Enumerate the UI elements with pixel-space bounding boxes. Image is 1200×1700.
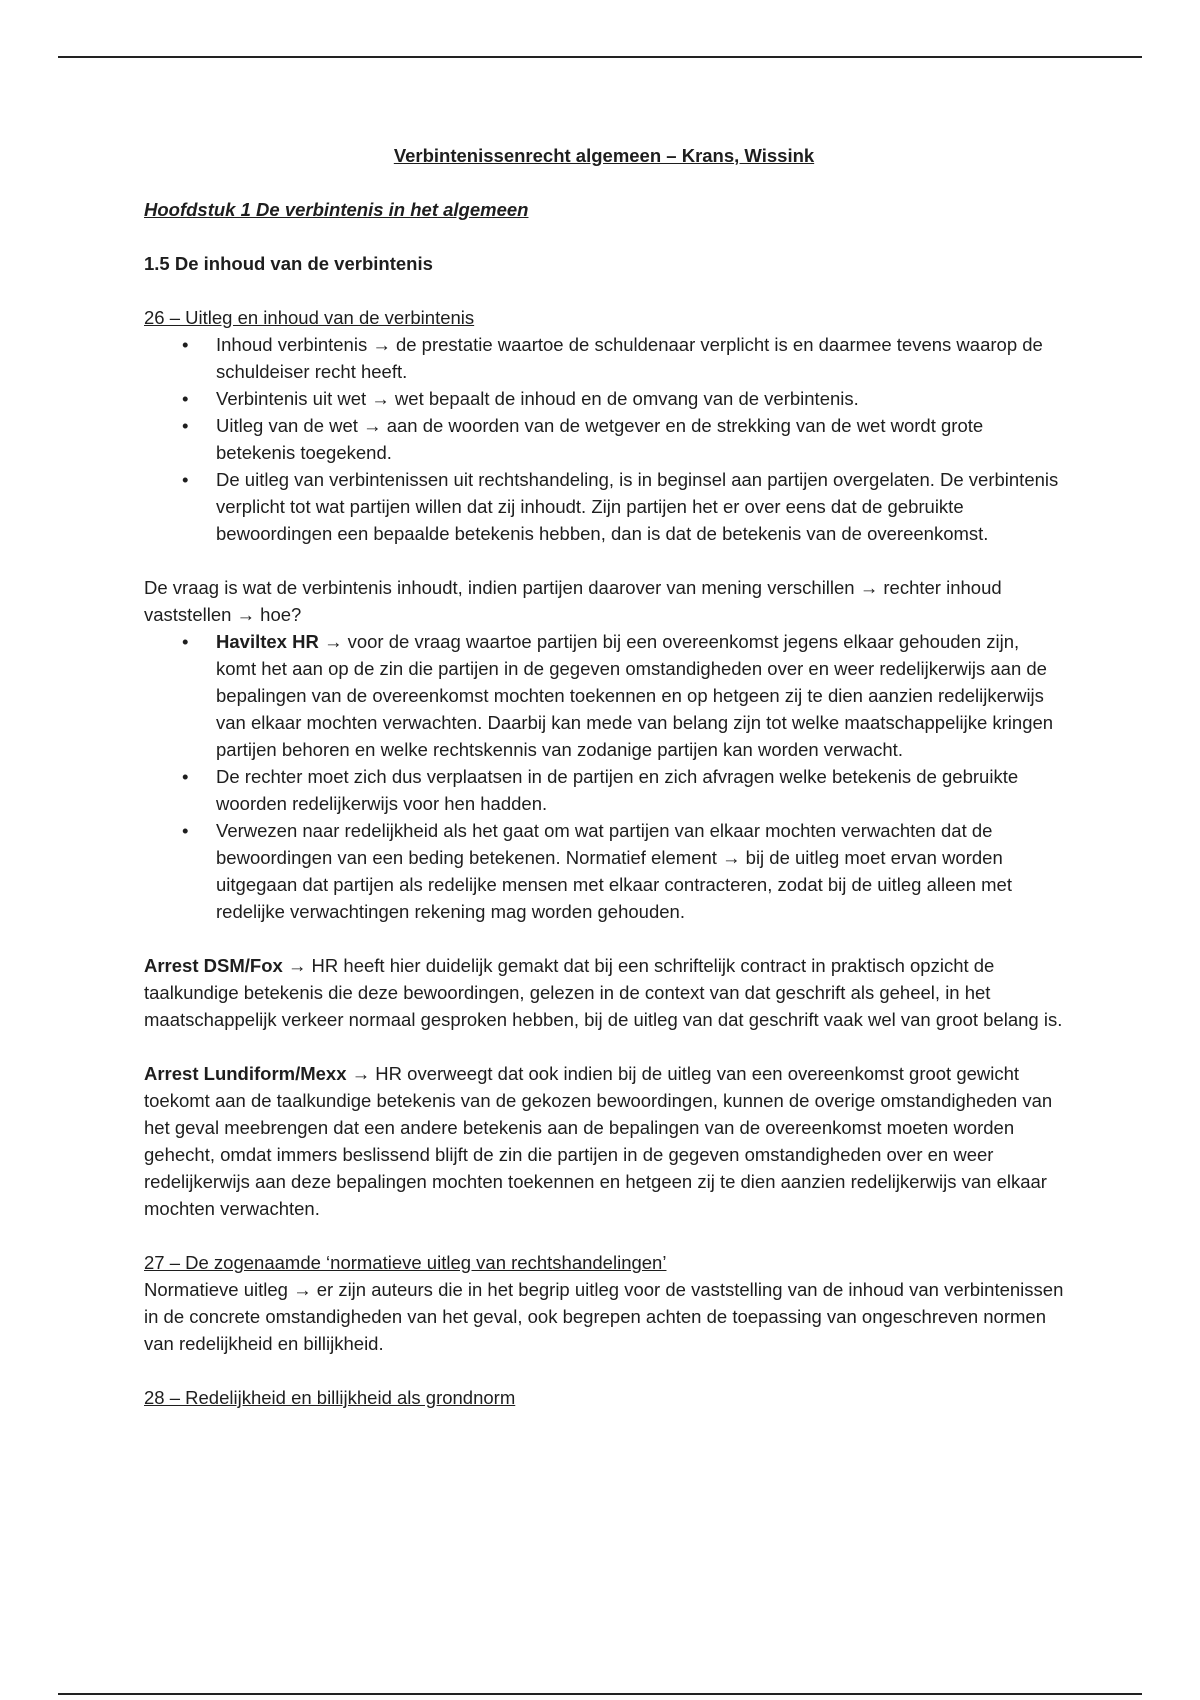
list-item: • Inhoud verbintenis → de prestatie waartoe de schuldenaar verplicht is en daarmee tevens waarop de schuldeiser recht heeft. xyxy=(144,331,1064,385)
bullet-icon: • xyxy=(182,820,189,841)
bullet-icon: • xyxy=(182,415,189,436)
chapter-heading: Hoofdstuk 1 De verbintenis in het algemeen xyxy=(144,199,529,220)
bottom-rule xyxy=(58,1693,1142,1695)
bullet-icon: • xyxy=(182,631,189,652)
list-item: • De rechter moet zich dus verplaatsen in de partijen en zich afvragen welke betekenis de gebruikte woorden redelijkerwijs voor hen hadden. xyxy=(144,763,1064,817)
bullet-icon: • xyxy=(182,766,189,787)
bullet-list-26 xyxy=(144,331,1064,547)
list-item: • Haviltex HR → voor de vraag waartoe partijen bij een overeenkomst jegens elkaar gehouden zijn, komt het aan op de zin die partijen in de gegeven omstandigheden over en weer redelijkerwijs aan de bepalingen van de overeenkomst mochten toekennen en op hetgeen zij te dien aanzien redelijkerwijs van elkaar mochten verwachten. Daarbij kan mede van belang zijn tot welke maatschappelijke kringen partijen behoren en welke rechtskennis van zodanige partijen kan worden verwacht. xyxy=(144,628,1064,763)
subsection-27-heading: 27 – De zogenaamde ‘normatieve uitleg van rechtshandelingen’ xyxy=(144,1252,667,1273)
arrest-dsm-paragraph: Arrest DSM/Fox → HR heeft hier duidelijk gemakt dat bij een schriftelijk contract in praktisch opzicht de taalkundige betekenis die deze bewoordingen, gelezen in de context van dat geschrift als geheel, in het maatschappelijk verkeer normaal gesproken hebben, bij de uitleg van dat geschrift vaak wel van groot belang is. xyxy=(144,955,1063,1030)
section-heading: 1.5 De inhoud van de verbintenis xyxy=(144,253,433,274)
document-page xyxy=(144,142,1064,1411)
arrest-lundiform-label: Arrest Lundiform/Mexx xyxy=(144,1063,347,1084)
bullet-icon: • xyxy=(182,388,189,409)
subsection-26-heading: 26 – Uitleg en inhoud van de verbintenis xyxy=(144,307,475,328)
haviltex-label: Haviltex HR xyxy=(216,631,319,652)
normatieve-uitleg-paragraph: Normatieve uitleg → er zijn auteurs die in het begrip uitleg voor de vaststelling van de inhoud van verbintenissen in de concrete omstandigheden van het geval, ook begrepen achten de toepassing van ongeschreven normen van redelijkheid en billijkheid. xyxy=(144,1279,1064,1354)
top-rule xyxy=(58,56,1142,58)
list-item: • Verbintenis uit wet → wet bepaalt de inhoud en de omvang van de verbintenis. xyxy=(144,385,1064,412)
bullet-icon: • xyxy=(182,469,189,490)
question-paragraph: De vraag is wat de verbintenis inhoudt, indien partijen daarover van mening verschillen → rechter inhoud vaststellen → hoe? xyxy=(144,577,1002,625)
document-title: Verbintenissenrecht algemeen – Krans, Wissink xyxy=(393,145,815,166)
list-item: • De uitleg van verbintenissen uit rechtshandeling, is in beginsel aan partijen overgelaten. De verbintenis verplicht tot wat partijen willen dat zij inhoudt. Zijn partijen het er over eens dat de gebruikte bewoordingen een bepaalde betekenis hebben, dan is dat de betekenis van de overeenkomst. xyxy=(144,466,1064,547)
list-item: • Verwezen naar redelijkheid als het gaat om wat partijen van elkaar mochten verwachten dat de bewoordingen van een beding betekenen. Normatief element → bij de uitleg moet ervan worden uitgegaan dat partijen als redelijke mensen met elkaar contracteren, zodat bij de uitleg alleen met redelijke verwachtingen rekening mag worden gehouden. xyxy=(144,817,1064,925)
bullet-list-haviltex xyxy=(144,628,1064,925)
arrest-lundiform-paragraph: Arrest Lundiform/Mexx → HR overweegt dat ook indien bij de uitleg van een overeenkomst groot gewicht toekomt aan de taalkundige betekenis van de gekozen bewoordingen, kunnen de overige omstandigheden van het geval meebrengen dat een andere betekenis aan de bepalingen van de overeenkomst moeten worden gehecht, omdat immers beslissend blijft de zin die partijen in de gegeven omstandigheden over en weer redelijkerwijs aan deze bepalingen mochten toekennen en hetgeen zij te dien aanzien redelijkerwijs van elkaar mochten verwachten. xyxy=(144,1063,1053,1219)
arrest-dsm-label: Arrest DSM/Fox xyxy=(144,955,283,976)
bullet-icon: • xyxy=(182,334,189,355)
list-item: • Uitleg van de wet → aan de woorden van de wetgever en de strekking van de wet wordt grote betekenis toegekend. xyxy=(144,412,1064,466)
subsection-28-heading: 28 – Redelijkheid en billijkheid als grondnorm xyxy=(144,1387,516,1408)
